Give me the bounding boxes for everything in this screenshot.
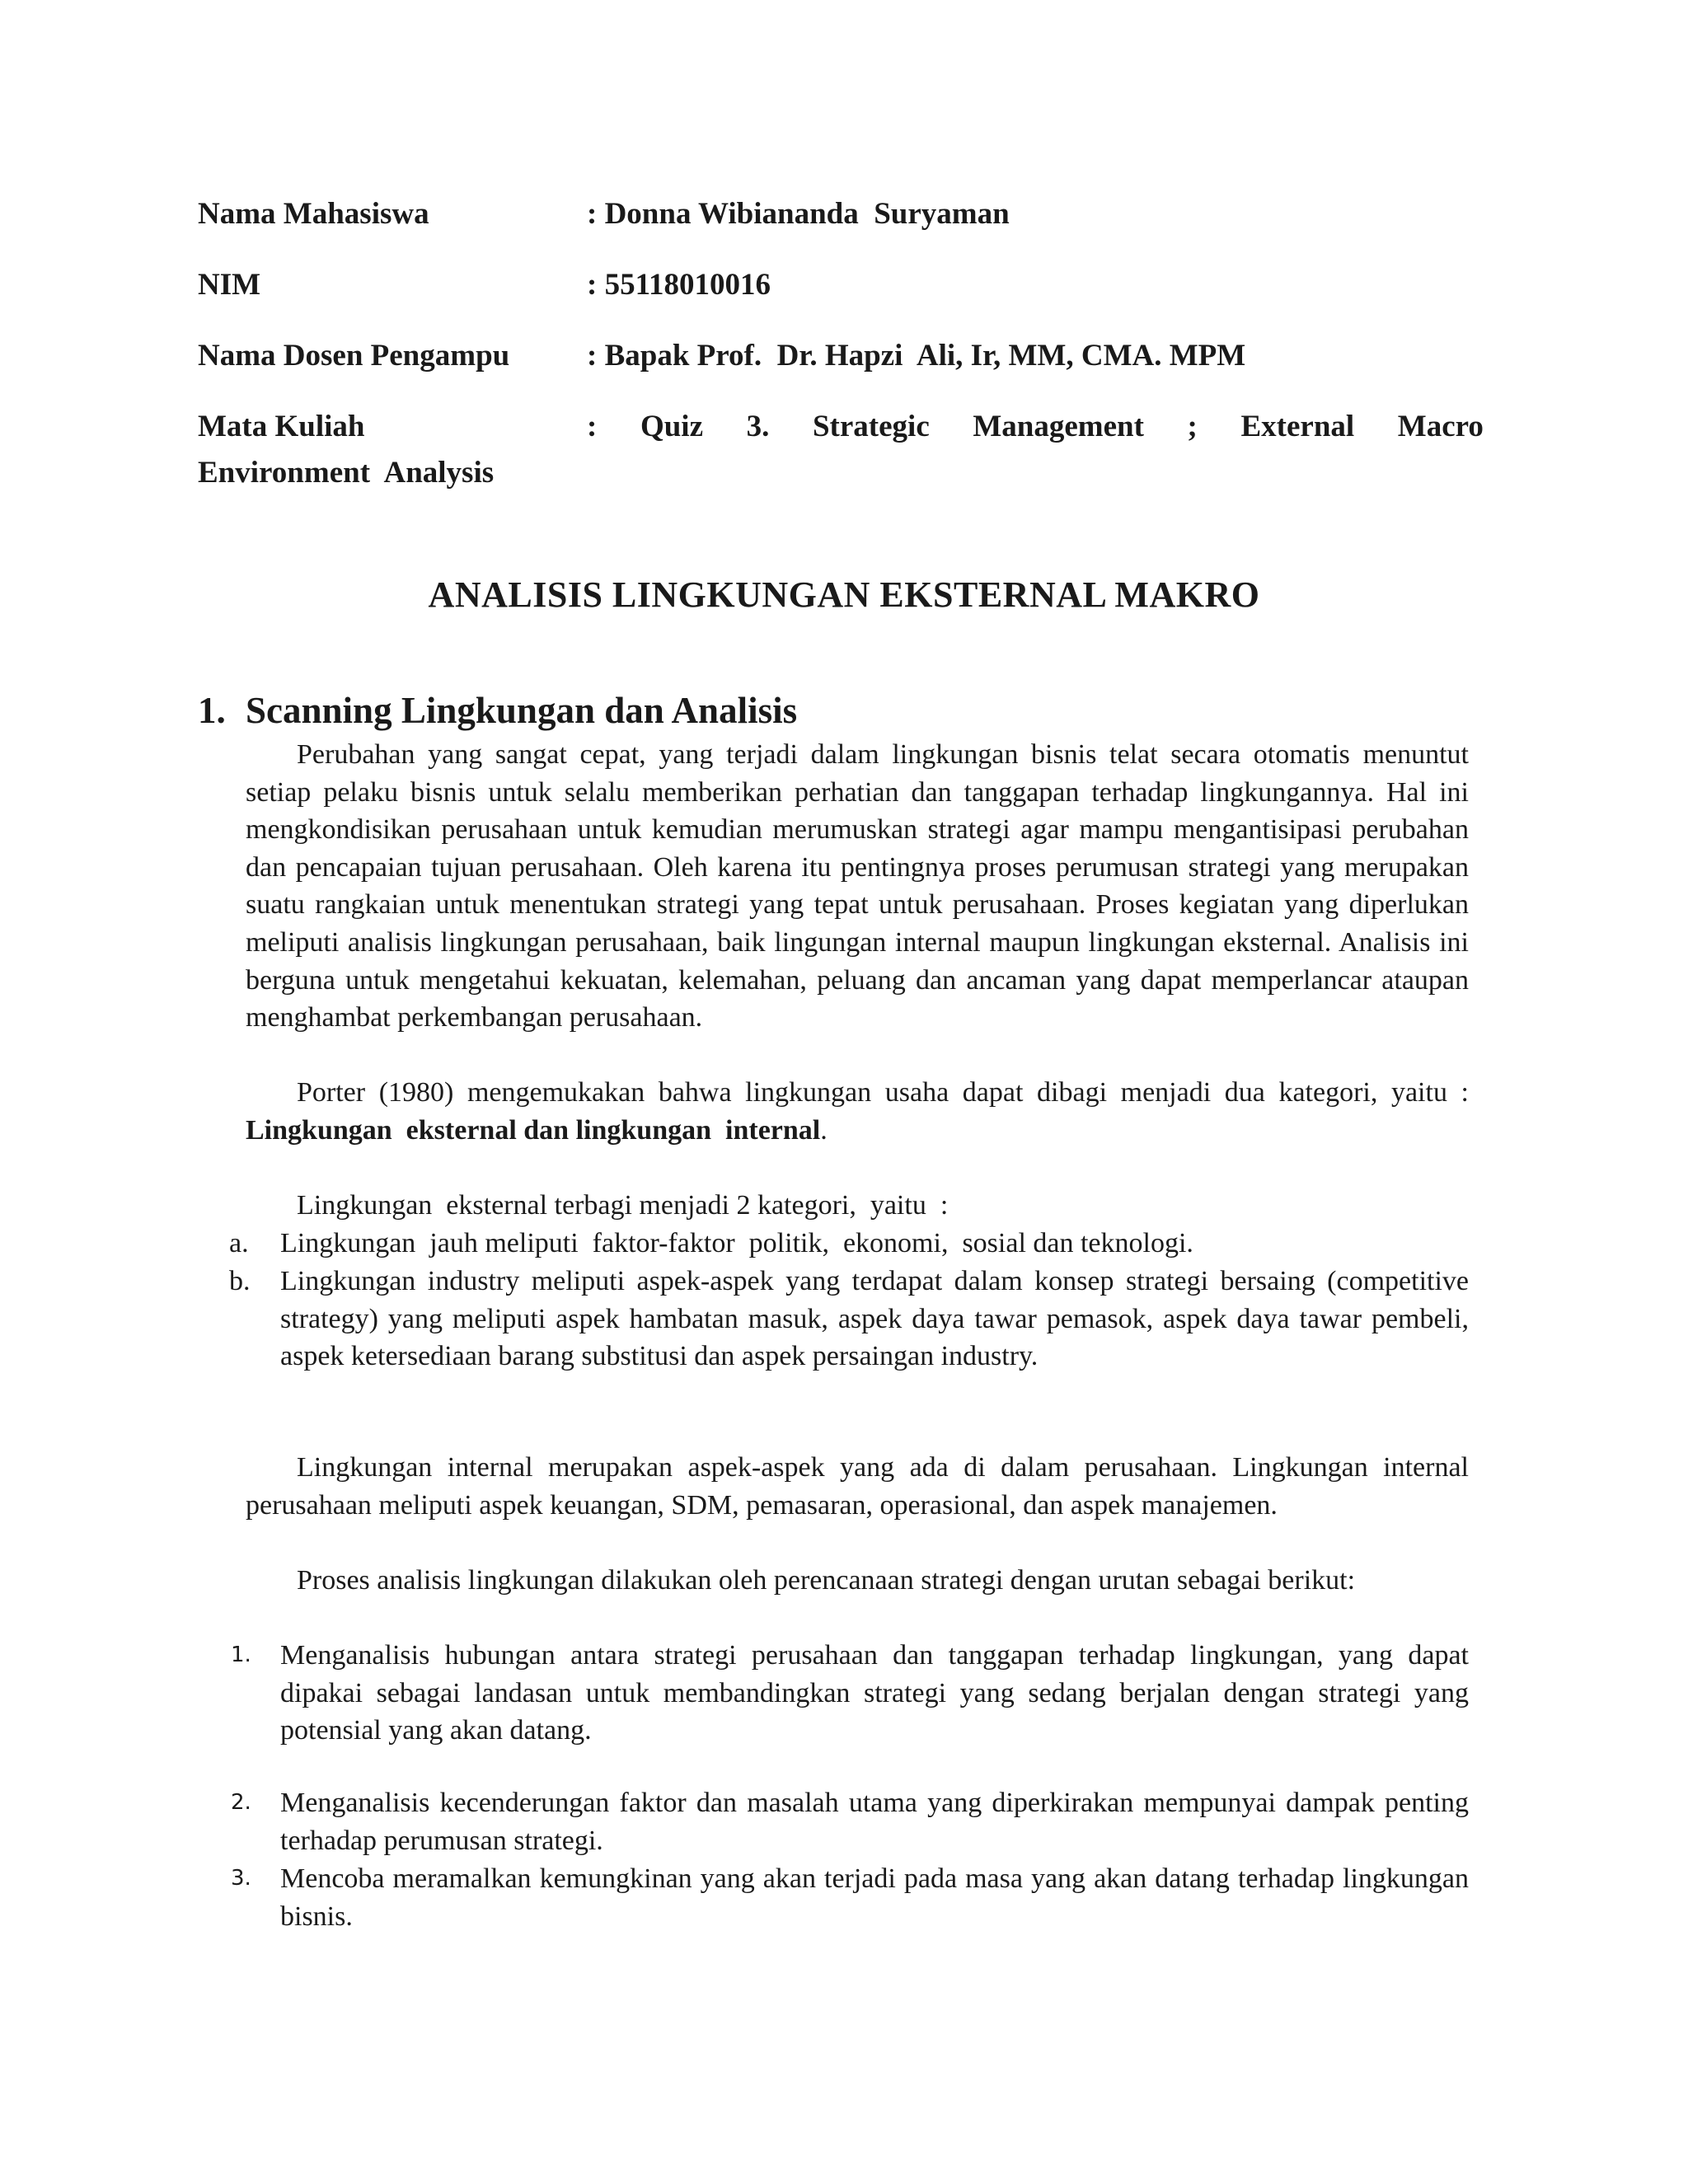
paragraph-2-end: . (820, 1114, 828, 1146)
list-text-a: Lingkungan jauh meliputi faktor-faktor politik, ekonomi, sosial dan teknologi. (280, 1228, 1193, 1258)
paragraph-2-text: Porter (1980) mengemukakan bahwa lingkungan usaha dapat dibagi menjadi dua kategori, yaitu : (297, 1077, 1469, 1108)
section-title: Scanning Lingkungan dan Analisis (246, 690, 798, 731)
course-word: : (587, 410, 598, 443)
numbered-marker-3: 3. (231, 1866, 251, 1891)
course-row (198, 404, 1484, 496)
list-marker-b: b. (229, 1266, 251, 1296)
course-value-line-2: Environment Analysis (198, 456, 495, 490)
numbered-text-3: Mencoba meramalkan kemungkinan yang akan terjadi pada masa yang akan datang terhadap lingkungan bisnis. (280, 1863, 1469, 1932)
student-name-label: Nama Mahasiswa (198, 197, 429, 231)
nim-label: NIM (198, 268, 261, 302)
numbered-text-2: Menganalisis kecenderungan faktor dan masalah utama yang diperkirakan mempunyai dampak penting terhadap perumusan strategi. (280, 1788, 1469, 1856)
paragraph-3: Lingkungan eksternal terbagi menjadi 2 kategori, yaitu : (297, 1190, 949, 1221)
numbered-marker-1: 1. (231, 1643, 251, 1667)
course-word: ; (1187, 410, 1198, 443)
paragraph-1: Perubahan yang sangat cepat, yang terjadi dalam lingkungan bisnis telat secara otomatis menuntut setiap pelaku bisnis untuk selalu memberikan perhatian dan tanggapan terhadap lingkungannya. Hal ini mengkondisikan perusahaan untuk kemudian merumuskan strategi agar mampu mengantisipasi perubahan dan pencapaian tujuan perusahaan. Oleh karena itu pentingnya proses perumusan strategi yang merupakan suatu rangkaian untuk menentukan strategi yang tepat untuk perusahaan. Proses kegiatan yang diperlukan meliputi analisis lingkungan perusahaan, baik lingungan internal maupun lingkungan eksternal. Analisis ini berguna untuk mengetahui kekuatan, kelemahan, peluang dan ancaman yang dapat memperlancar ataupan menghambat perkembangan perusahaan. (246, 739, 1469, 1033)
list-marker-a: a. (229, 1228, 249, 1258)
course-word: Quiz (640, 410, 703, 443)
course-word: Strategic (812, 410, 930, 443)
paragraph-2 (246, 1074, 1469, 1149)
paragraph-2-bold: Lingkungan eksternal dan lingkungan internal (246, 1114, 821, 1146)
numbered-text-1: Menganalisis hubungan antara strategi perusahaan dan tanggapan terhadap lingkungan, yang dapat dipakai sebagai landasan untuk membandingkan strategi yang sedang berjalan dengan strategi yang potensial yang akan datang. (280, 1640, 1469, 1746)
course-label: Mata Kuliah (198, 410, 365, 443)
list-text-b: Lingkungan industry meliputi aspek-aspek yang terdapat dalam konsep strategi bersaing (competitive strategy) yang meliputi aspek hambatan masuk, aspek daya tawar pemasok, aspek daya tawar pembeli, aspek ketersediaan barang substitusi dan aspek persaingan industry. (280, 1266, 1469, 1372)
section-heading (198, 689, 797, 732)
course-word: External (1240, 410, 1355, 443)
paragraph-4: Lingkungan internal merupakan aspek-aspek yang ada di dalam perusahaan. Lingkungan internal perusahaan meliputi aspek keuangan, SDM, pemasaran, operasional, dan aspek manajemen. (246, 1452, 1469, 1521)
numbered-marker-2: 2. (231, 1790, 251, 1815)
paragraph-5: Proses analisis lingkungan dilakukan oleh perencanaan strategi dengan urutan sebagai berikut: (297, 1565, 1356, 1596)
student-name-value: : Donna Wibiananda Suryaman (587, 197, 1010, 231)
document-title: ANALISIS LINGKUNGAN EKSTERNAL MAKRO (428, 574, 1260, 615)
lecturer-value: : Bapak Prof. Dr. Hapzi Ali, Ir, MM, CMA. MPM (587, 339, 1246, 373)
course-word: 3. (746, 410, 770, 443)
course-word: Management (973, 410, 1144, 443)
course-line-1 (198, 404, 1484, 450)
course-word: Macro (1397, 410, 1484, 443)
section-number: 1. (198, 690, 226, 731)
lecturer-label: Nama Dosen Pengampu (198, 339, 510, 373)
course-value (587, 404, 1484, 450)
nim-value: : 55118010016 (587, 268, 771, 302)
